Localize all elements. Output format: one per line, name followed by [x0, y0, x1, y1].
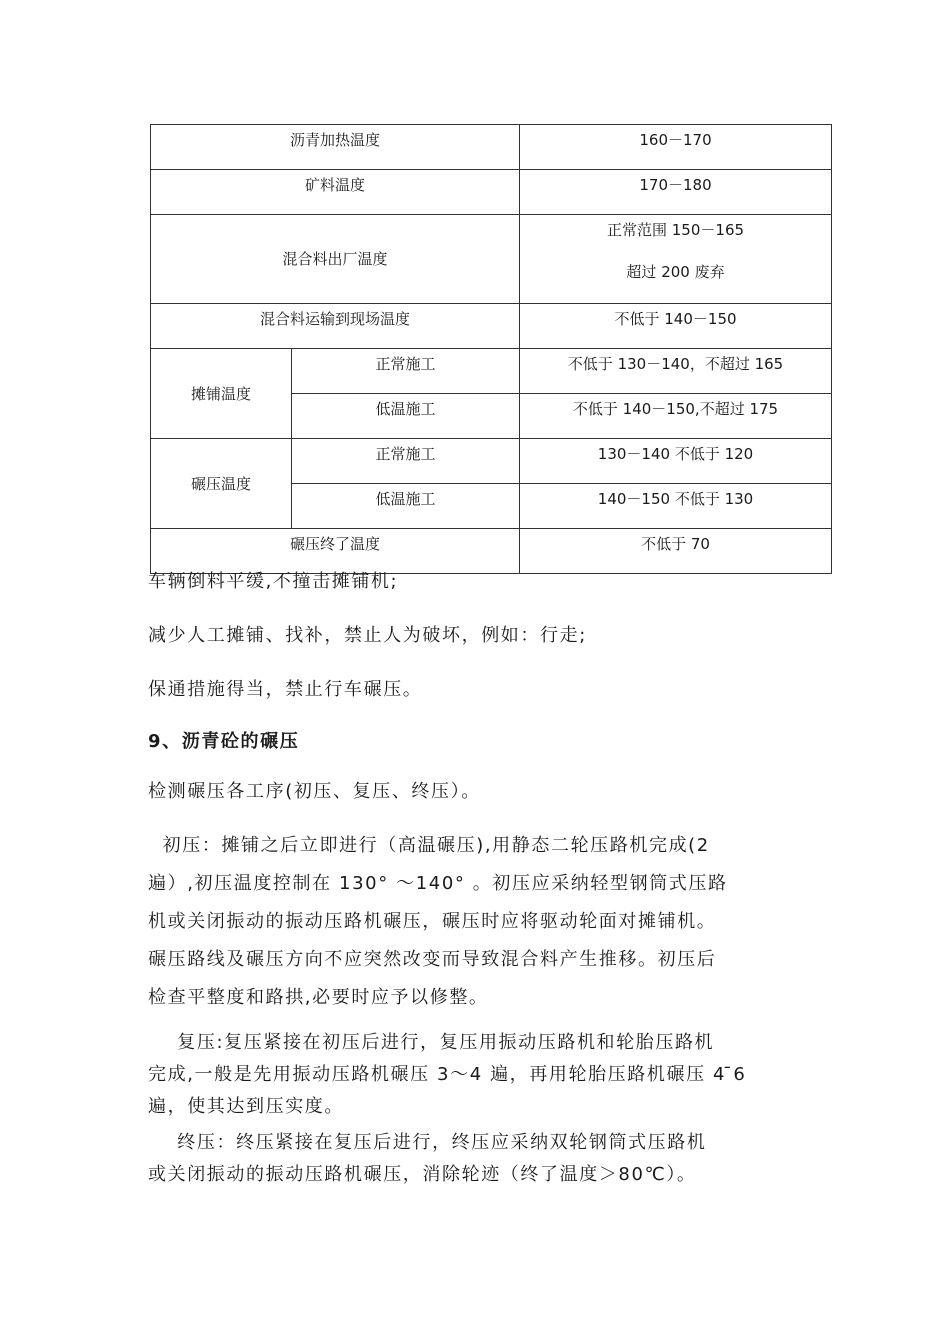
table-cell-sublabel: 正常施工: [292, 439, 520, 484]
text-line: 终压：终压紧接在复压后进行，终压应采纳双轮钢筒式压路机: [148, 1132, 707, 1153]
table-cell-label: 混合料运输到现场温度: [151, 304, 520, 349]
paragraph-rolling-steps: 检测碾压各工序(初压、复压、终压）。: [148, 781, 481, 802]
table-cell-sublabel: 低温施工: [292, 394, 520, 439]
value-line-2: 超过 200 废弃: [626, 263, 725, 281]
text-line: 检查平整度和路拱,必要时应予以修整。: [148, 987, 489, 1008]
table-cell-value: 不低于 70: [520, 529, 832, 574]
table-cell-value: 130－140 不低于 120: [520, 439, 832, 484]
text-line: 机或关闭振动的振动压路机碾压，碾压时应将驱动轮面对摊铺机。: [148, 911, 717, 932]
text-line: 初压：摊铺之后立即进行（高温碾压),用静态二轮压路机完成(2: [148, 835, 710, 856]
table-row: [151, 439, 832, 484]
table-row: [151, 125, 832, 170]
paragraph-manual-paving: 减少人工摊铺、找补，禁止人为破坏，例如：行走;: [148, 625, 587, 646]
table-cell-label: 碾压终了温度: [151, 529, 520, 574]
table-cell-value: 140－150 不低于 130: [520, 484, 832, 529]
table-cell-label: 沥青加热温度: [151, 125, 520, 170]
table-row: [151, 304, 832, 349]
paragraph-traffic: 保通措施得当，禁止行车碾压。: [148, 679, 423, 700]
paragraph-intermediate-rolling: [148, 1027, 808, 1123]
section-heading: 9、沥青砼的碾压: [148, 731, 300, 752]
table-cell-value: 160－170: [520, 125, 832, 170]
table-cell-value: 170－180: [520, 170, 832, 215]
text-line: 碾压路线及碾压方向不应突然改变而导致混合料产生推移。初压后: [148, 949, 717, 970]
table-cell-value: 不低于 140－150,不超过 175: [520, 394, 832, 439]
table-row: [151, 349, 832, 394]
table-cell-group: 摊铺温度: [151, 349, 292, 439]
text-line: 或关闭振动的振动压路机碾压，消除轮迹（终了温度＞80℃）。: [148, 1164, 697, 1185]
paragraph-unloading: 车辆倒料平缓,不撞击摊铺机;: [148, 571, 399, 592]
text-line: 完成,一般是先用振动压路机碾压 3～4 遍，再用轮胎压路机碾压 4 ̄6: [148, 1064, 747, 1085]
table-cell-value: [520, 215, 832, 304]
table-cell-value: 不低于 140－150: [520, 304, 832, 349]
value-line-1: 正常范围 150－165: [607, 221, 745, 239]
table-cell-label: 混合料出厂温度: [151, 215, 520, 304]
text-line: 遍，使其达到压实度。: [148, 1096, 344, 1117]
table-cell-label: 矿料温度: [151, 170, 520, 215]
temperature-table: [150, 124, 832, 574]
text-line: 遍）,初压温度控制在 130° ～140° 。初压应采纳轻型钢筒式压路: [148, 873, 728, 894]
text-line: 复压:复压紧接在初压后进行，复压用振动压路机和轮胎压路机: [148, 1032, 715, 1053]
table-cell-sublabel: 正常施工: [292, 349, 520, 394]
table-row: [151, 215, 832, 304]
table-cell-group: 碾压温度: [151, 439, 292, 529]
table-cell-sublabel: 低温施工: [292, 484, 520, 529]
paragraph-initial-rolling: [148, 827, 808, 1017]
table-row: [151, 170, 832, 215]
table-cell-value: 不低于 130－140，不超过 165: [520, 349, 832, 394]
paragraph-final-rolling: [148, 1127, 808, 1191]
